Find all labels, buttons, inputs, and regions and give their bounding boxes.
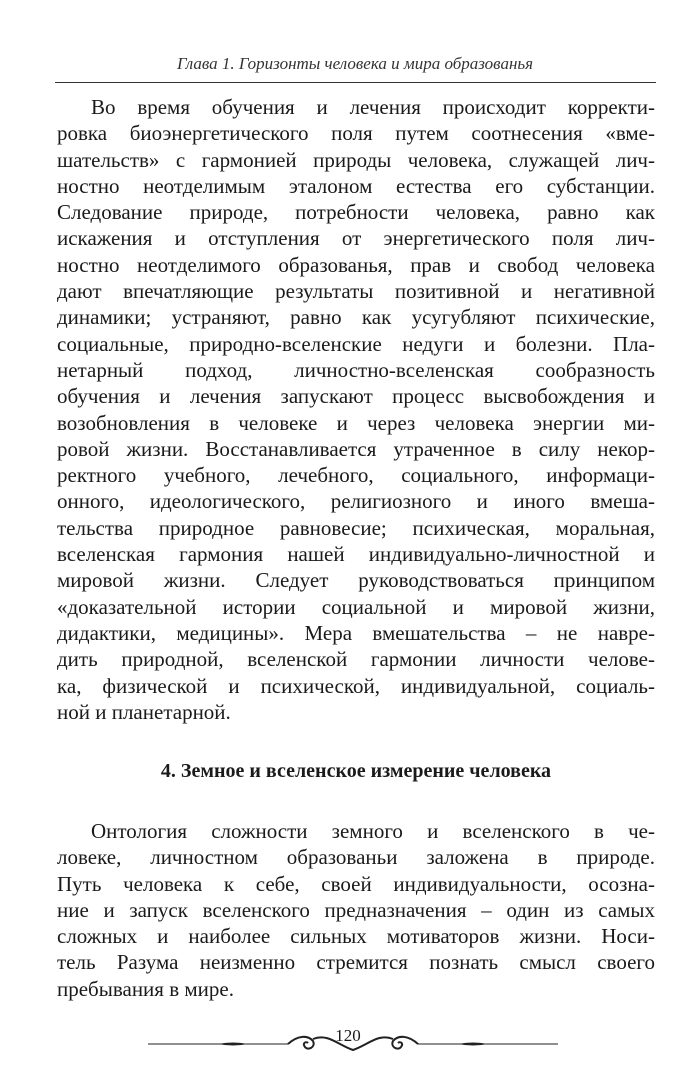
text-line: социальные, природно-вселенские недуги и болезни. Пла- <box>57 331 655 356</box>
text-line: ностно неотделимым эталоном естества его субстанции. <box>57 173 655 198</box>
text-line: Онтология сложности земного и вселенского в че- <box>91 819 655 843</box>
running-header: Глава 1. Горизонты человека и мира образованья <box>176 54 534 73</box>
text-line: возобновления в человеке и через человека энергии ми- <box>57 410 655 435</box>
text-line: пребывания в мире. <box>57 976 234 1001</box>
section-heading: 4. Земное и вселенское измерение человека <box>160 760 552 782</box>
text-line: ние и запуск вселенского предназначения – один из самых <box>57 897 655 922</box>
text-line: Следование природе, потребности человека, равно как <box>57 200 655 225</box>
text-line: нетарный подход, личностно-вселенская сообразность <box>57 357 655 382</box>
text-line: искажения и отступления от энергетического поля лич- <box>57 226 655 251</box>
paragraph-1 <box>57 94 655 725</box>
text-line: дидактики, медицины». Мера вмешательства – не навре- <box>57 620 655 645</box>
header-rule <box>55 82 656 83</box>
text-line: ной и планетарной. <box>57 699 231 724</box>
text-line: тель Разума неизменно стремится познать смысл своего <box>57 950 655 975</box>
text-line: ровой жизни. Восстанавливается утраченное в силу некор- <box>57 436 655 461</box>
text-line: «доказательной истории социальной и мировой жизни, <box>57 594 655 619</box>
text-line: шательств» с гармонией природы человека, служащей лич- <box>57 147 655 172</box>
text-line: динамики; устраняют, равно как усугубляют психические, <box>57 305 655 330</box>
text-line: ностно неотделимого образованья, прав и свобод человека <box>57 252 655 277</box>
text-line: ректного учебного, лечебного, социального, информаци- <box>57 463 655 488</box>
text-line: тельства природное равновесие; психическая, моральная, <box>57 515 655 540</box>
text-line: ка, физической и психической, индивидуальной, социаль- <box>57 673 655 698</box>
text-line: дают впечатляющие результаты позитивной и негативной <box>57 279 655 304</box>
text-line: ровка биоэнергетического поля путем соотнесения «вме- <box>57 121 655 146</box>
text-line: вселенская гармония нашей индивидуально-личностной и <box>57 542 655 567</box>
text-line: мировой жизни. Следует руководствоваться принципом <box>57 568 655 593</box>
paragraph-2 <box>57 818 655 1002</box>
text-line: онного, идеологического, религиозного и иного вмеша- <box>57 489 655 514</box>
text-line: обучения и лечения запускают процесс высвобождения и <box>57 384 655 409</box>
text-line: сложных и наиболее сильных мотиваторов жизни. Носи- <box>57 924 655 949</box>
text-line: Во время обучения и лечения происходит корректи- <box>91 95 655 119</box>
text-line: Путь человека к себе, своей индивидуальности, осозна- <box>57 871 655 896</box>
text-line: ловеке, личностном образованьи заложена в природе. <box>57 845 655 870</box>
text-line: дить природной, вселенской гармонии личности челове- <box>57 647 655 672</box>
page-number: 120 <box>335 1026 361 1045</box>
